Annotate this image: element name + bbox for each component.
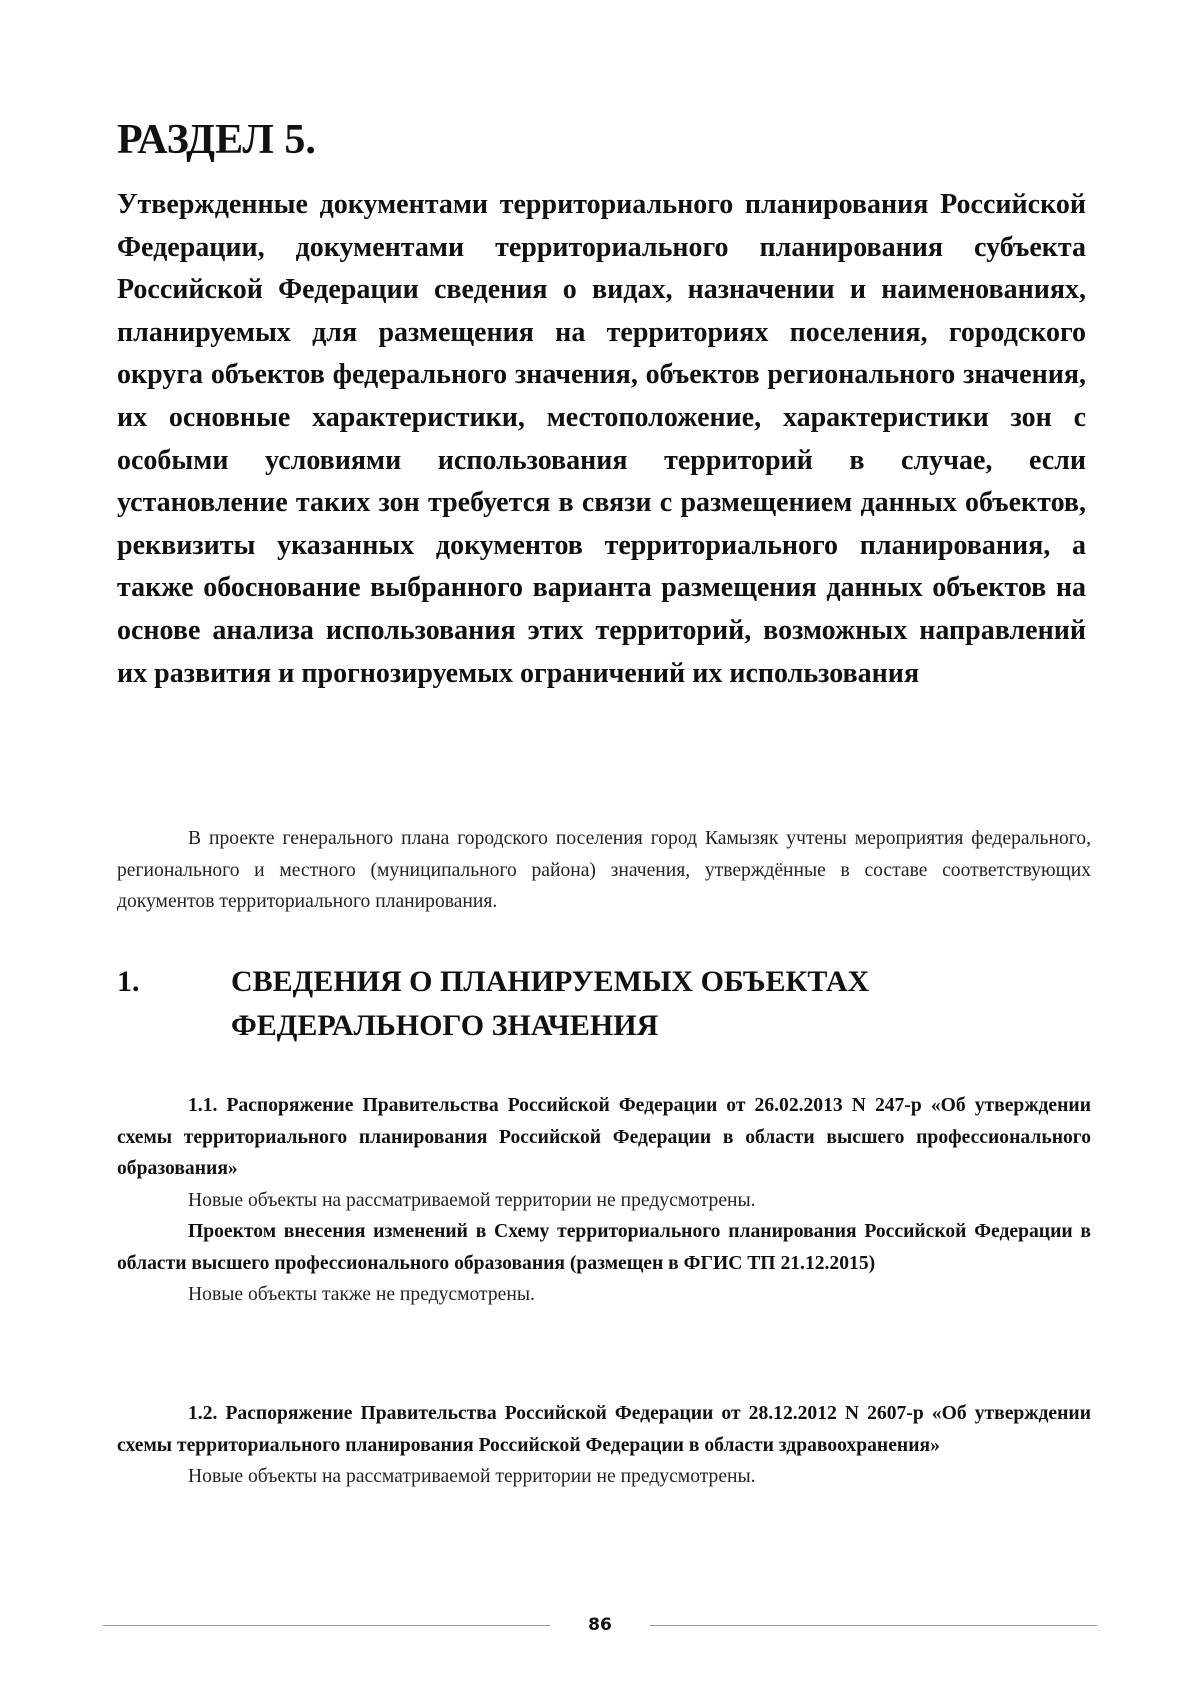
heading-federal-objects bbox=[117, 960, 1091, 1048]
subsection-1-2-title: 1.2. Распоряжение Правительства Российской Федерации от 28.12.2012 N 2607-р «Об утверждении схемы территориального планирования Российской Федерации в области здравоохранения» bbox=[117, 1403, 1091, 1456]
heading-text: СВЕДЕНИЯ О ПЛАНИРУЕМЫХ ОБЪЕКТАХ ФЕДЕРАЛЬНОГО ЗНАЧЕНИЯ bbox=[231, 965, 870, 1042]
subsection-1-2-note: Новые объекты на рассматриваемой территории не предусмотрены. bbox=[188, 1466, 756, 1487]
footer-divider-right bbox=[650, 1625, 1097, 1626]
page-number: 86 bbox=[588, 1615, 612, 1635]
section-title: РАЗДЕЛ 5. bbox=[117, 117, 316, 163]
footer-divider-left bbox=[103, 1625, 550, 1626]
subsection-1-1-project-title: Проектом внесения изменений в Схему территориального планирования Российской Федерации в области высшего профессионального образования (размещен в ФГИС ТП 21.12.2015) bbox=[117, 1221, 1091, 1274]
page-footer bbox=[103, 1611, 1097, 1639]
subsection-1-1-title: 1.1. Распоряжение Правительства Российской Федерации от 26.02.2013 N 247-р «Об утверждении схемы территориального планирования Российской Федерации в области высшего профессионального образования» bbox=[117, 1095, 1091, 1179]
subsection-1-1-note: Новые объекты на рассматриваемой территории не предусмотрены. bbox=[188, 1189, 756, 1211]
subsection-1-2 bbox=[117, 1398, 1091, 1493]
subsection-1-1 bbox=[117, 1090, 1091, 1311]
heading-number: 1. bbox=[117, 965, 140, 998]
subsection-1-1-project-note: Новые объекты также не предусмотрены. bbox=[188, 1284, 535, 1305]
intro-paragraph: В проекте генерального плана городского поселения город Камызяк учтены мероприятия федерального, регионального и местного (муниципального района) значения, утверждённые в составе соответствующих документов территориального планирования. bbox=[117, 828, 1091, 912]
section-subtitle: Утвержденные документами территориального планирования Российской Федерации, документами территориального планирования субъекта Российской Федерации сведения о видах, назначении и наименованиях, планируемых для размещения на территориях поселения, городского округа объектов федерального значения, объектов регионального значения, их основные характеристики, местоположение, характеристики зон с особыми условиями использования территорий в случае, если установление таких зон требуется в связи с размещением данных объектов, реквизиты указанных документов территориального планирования, а также обоснование выбранного варианта размещения данных объектов на основе анализа использования этих территорий, возможных направлений их развития и прогнозируемых ограничений их использования bbox=[117, 189, 1086, 689]
